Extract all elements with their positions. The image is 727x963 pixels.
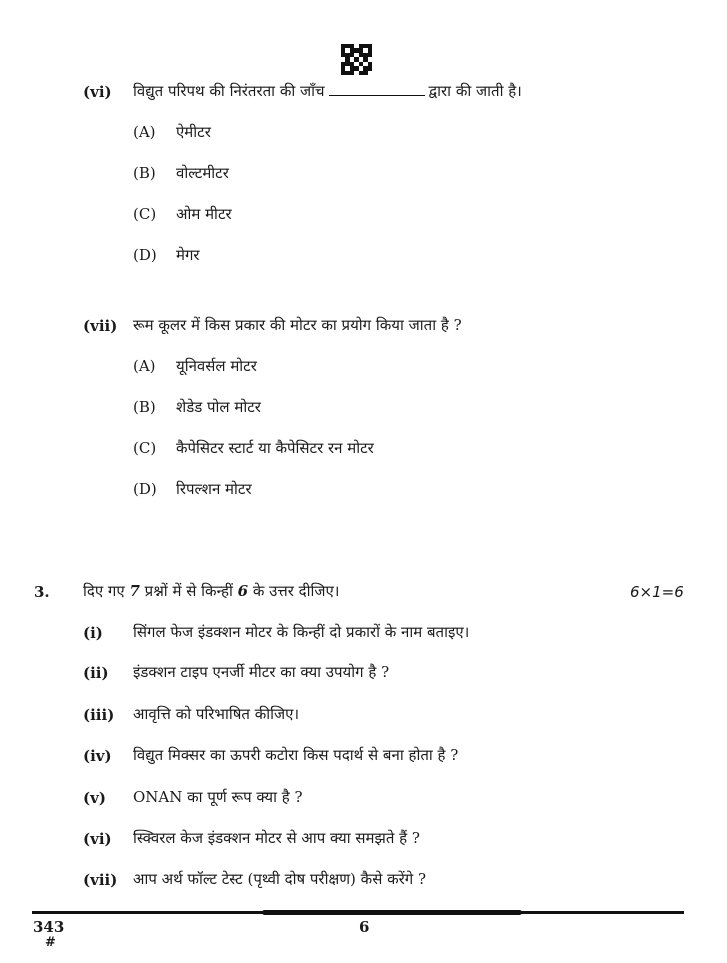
footer-divider	[32, 911, 684, 914]
question-text: आप अर्थ फॉल्ट टेस्ट (पृथ्वी दोष परीक्षण) कैसे करेंगे ?	[133, 870, 427, 888]
question-text	[133, 81, 522, 101]
option-text: कैपेसिटर स्टार्ट या कैपेसिटर रन मोटर	[176, 439, 374, 457]
option-text: ऐमीटर	[176, 123, 211, 141]
question-text: ONAN का पूर्ण रूप क्या है ?	[133, 788, 303, 806]
instruction-count: 7	[129, 582, 140, 600]
option-letter: (B)	[133, 398, 156, 416]
question-number: (iv)	[83, 747, 112, 765]
qr-code	[341, 44, 372, 75]
question-text: सिंगल फेज इंडक्शन मोटर के किन्हीं दो प्रकारों के नाम बताइए।	[133, 623, 470, 641]
option-letter: (C)	[133, 439, 157, 457]
instruction-part: प्रश्नों में से किन्हीं	[144, 582, 233, 600]
question-number: (ii)	[83, 664, 109, 682]
hash-mark: #	[45, 935, 56, 950]
question-number: (vii)	[83, 871, 118, 889]
option-text: शेडेड पोल मोटर	[176, 398, 261, 416]
option-letter: (A)	[133, 357, 156, 375]
option-text: ओम मीटर	[176, 205, 232, 223]
paper-code: 343	[33, 918, 65, 936]
option-letter: (C)	[133, 205, 157, 223]
instruction-part: दिए गए	[83, 582, 125, 600]
question-text: आवृत्ति को परिभाषित कीजिए।	[133, 705, 300, 723]
option-letter: (B)	[133, 164, 156, 182]
answer-blank	[329, 81, 425, 96]
option-letter: (D)	[133, 480, 157, 498]
question-text-part: विद्युत परिपथ की निरंतरता की जाँच	[133, 82, 325, 100]
section-number: 3.	[34, 583, 50, 601]
question-text-part: द्वारा की जाती है।	[428, 82, 522, 100]
option-letter: (A)	[133, 123, 156, 141]
section-instruction	[83, 581, 339, 601]
option-text: यूनिवर्सल मोटर	[176, 357, 257, 375]
question-text: स्क्विरल केज इंडक्शन मोटर से आप क्या समझते हैं ?	[133, 829, 420, 847]
question-text: इंडक्शन टाइप एनर्जी मीटर का क्या उपयोग है ?	[133, 663, 390, 681]
question-number: (vi)	[83, 83, 112, 101]
question-text: रूम कूलर में किस प्रकार की मोटर का प्रयोग किया जाता है ?	[133, 316, 462, 334]
question-number: (iii)	[83, 706, 115, 724]
question-number: (v)	[83, 789, 106, 807]
option-text: वोल्टमीटर	[176, 164, 229, 182]
marks-label: 6×1=6	[630, 583, 684, 601]
question-number: (vi)	[83, 830, 112, 848]
page-number: 6	[359, 918, 370, 936]
question-number: (vii)	[83, 317, 118, 335]
option-letter: (D)	[133, 246, 157, 264]
option-text: मेगर	[176, 246, 200, 264]
option-text: रिपल्शन मोटर	[176, 480, 252, 498]
question-text: विद्युत मिक्सर का ऊपरी कटोरा किस पदार्थ से बना होता है ?	[133, 746, 459, 764]
instruction-part: के उत्तर दीजिए।	[252, 582, 340, 600]
question-number: (i)	[83, 624, 103, 642]
instruction-count: 6	[237, 582, 249, 600]
